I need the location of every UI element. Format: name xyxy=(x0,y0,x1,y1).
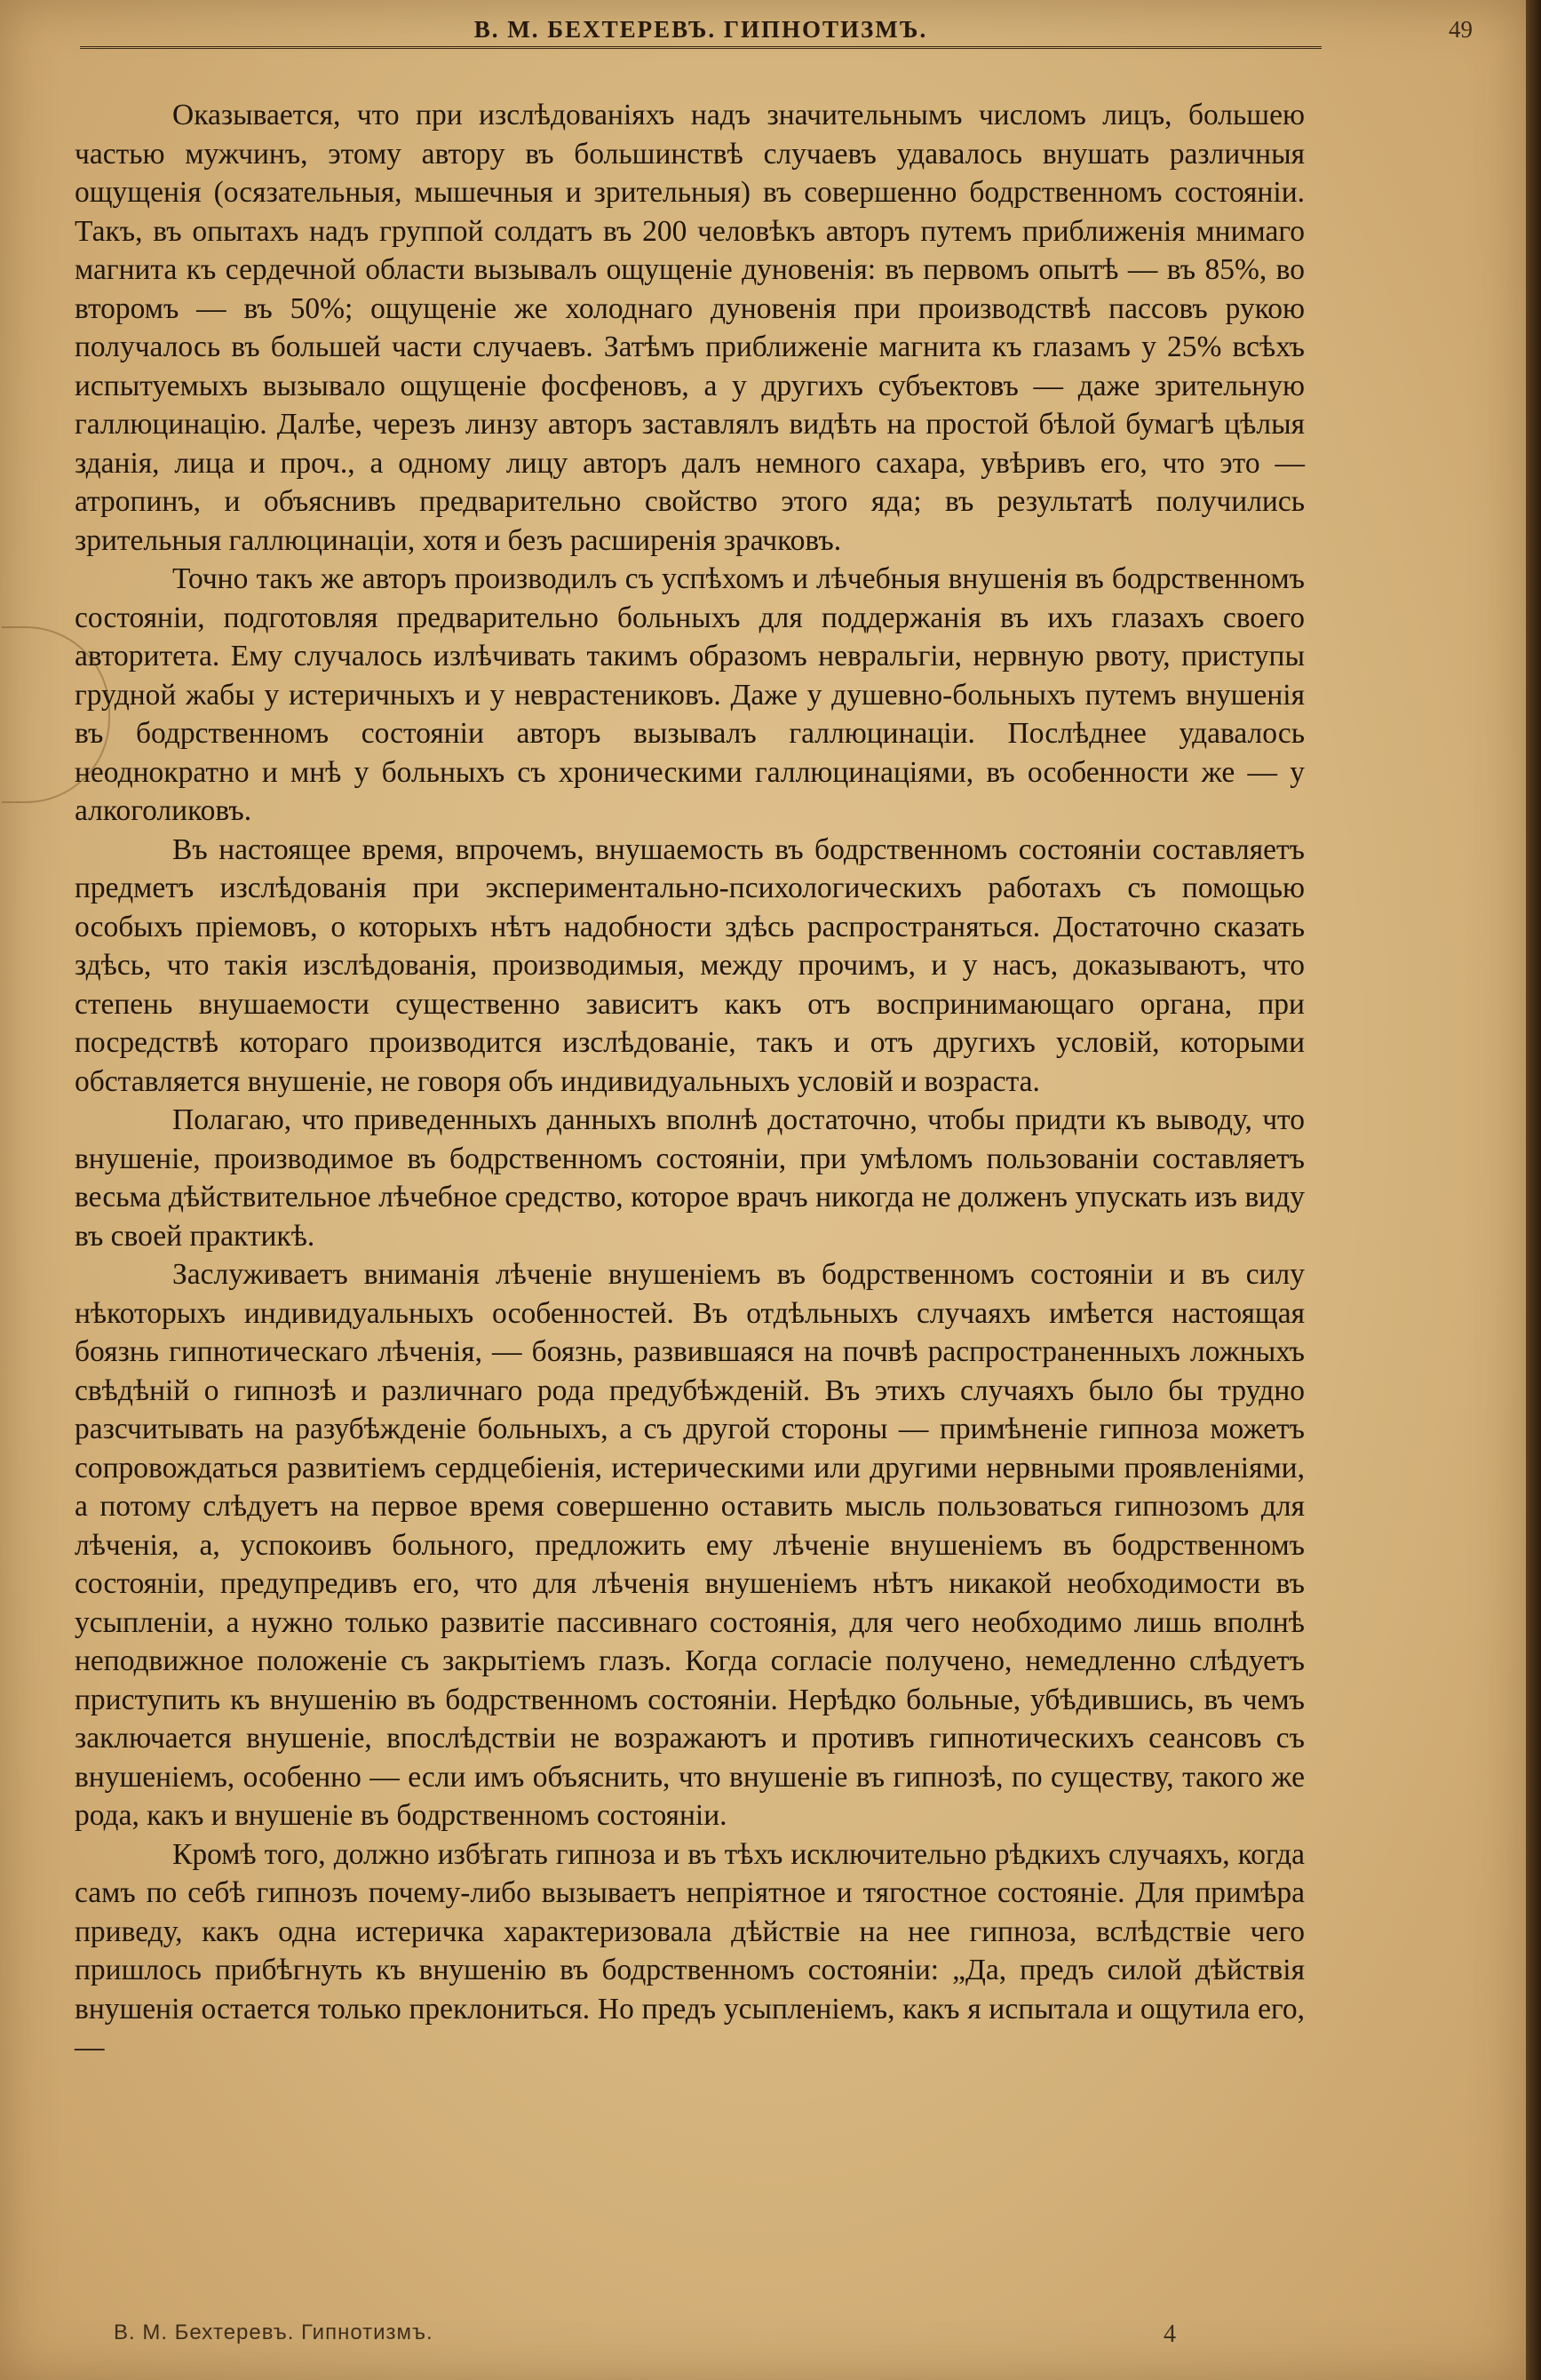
body-text xyxy=(75,96,1305,2067)
running-head: В. М. БЕХТЕРЕВЪ. ГИПНОТИЗМЪ. xyxy=(473,16,928,43)
page-header xyxy=(80,16,1473,49)
signature-mark: 4 xyxy=(1164,2320,1176,2348)
paragraph: Заслуживаетъ вниманія лѣченіе внушеніемъ въ бодрственномъ состояніи и въ силу нѣкоторыхъ индивидуальныхъ особенностей. Въ отдѣльныхъ случаяхъ имѣется настоящая боязнь гипнотическаго лѣченія, — боязнь, развившаяся на почвѣ распространенныхъ ложныхъ свѣдѣній о гипнозѣ и различнаго рода предубѣжденій. Въ этихъ случаяхъ было бы трудно разсчитывать на разубѣжденіе больныхъ, а съ другой стороны — примѣненіе гипноза можетъ сопровождаться развитіемъ сердцебіенія, истерическими или другими нервными проявленіями, а потому слѣдуетъ на первое время совершенно оставить мысль пользоваться гипнозомъ для лѣченія, а, успокоивъ больного, предложить ему лѣченіе внушеніемъ въ бодрственномъ состояніи, предупредивъ его, что для лѣченія внушеніемъ нѣтъ никакой необходимости въ усыпленіи, а нужно только развитіе пассивнаго состоянія, для чего необходимо лишь вполнѣ неподвижное положеніе съ закрытіемъ глазъ. Когда согласіе получено, немедленно слѣдуетъ приступить къ внушенію въ бодрственномъ состояніи. Нерѣдко больные, убѣдившись, въ чемъ заключается внушеніе, впослѣдствіи не возражаютъ и противъ гипнотическихъ сеансовъ съ внушеніемъ, особенно — если имъ объяснить, что внушеніе въ гипнозѣ, по существу, такого же рода, какъ и внушеніе въ бодрственномъ состояніи. xyxy=(75,1258,1305,1832)
paragraph: Въ настоящее время, впрочемъ, внушаемость въ бодрственномъ состояніи составляетъ предметъ изслѣдованія при экспериментально-психологическихъ работахъ съ помощью особыхъ пріемовъ, о которыхъ нѣтъ надобности здѣсь распространяться. Достаточно сказать здѣсь, что такія изслѣдованія, производимыя, между прочимъ, и у насъ, доказываютъ, что степень внушаемости существенно зависитъ какъ отъ воспринимающаго органа, при посредствѣ котораго производится изслѣдованіе, такъ и отъ другихъ условій, которыми обставляется внушеніе, не говоря объ индивидуальныхъ условій и возраста. xyxy=(75,832,1305,1098)
paragraph: Полагаю, что приведенныхъ данныхъ вполнѣ достаточно, чтобы придти къ выводу, что внушеніе, производимое въ бодрственномъ состояніи, при умѣломъ пользованіи составляетъ весьма дѣйствительное лѣчебное средство, которое врачъ никогда не долженъ упускать изъ виду въ своей практикѣ. xyxy=(75,1103,1305,1253)
binding-edge xyxy=(1526,0,1541,2380)
footer-title: В. М. Бехтеревъ. Гипнотизмъ. xyxy=(114,2320,433,2344)
paragraph: Кромѣ того, должно избѣгать гипноза и въ тѣхъ исключительно рѣдкихъ случаяхъ, когда самъ по себѣ гипнозъ почему-либо вызываетъ непріятное и тягостное состояніе. Для примѣра приведу, какъ одна истеричка характеризовала дѣйствіе на нее гипноза, вслѣдствіе чего пришлось прибѣгнуть къ внушенію въ бодрственномъ состояніи: „Да, предъ силой дѣйствія внушенія остается только преклониться. Но предъ усыпленіемъ, какъ я испытала и ощутила его, — xyxy=(75,1837,1305,2064)
paragraph: Оказывается, что при изслѣдованіяхъ надъ значительнымъ числомъ лицъ, большею частью мужчинъ, этому автору въ большинствѣ случаевъ удавалось внушать различныя ощущенія (осязательныя, мышечныя и зрительныя) въ совершенно бодрственномъ состояніи. Такъ, въ опытахъ надъ группой солдатъ въ 200 человѣкъ авторъ путемъ приближенія мнимаго магнита къ сердечной области вызывалъ ощущеніе дуновенія: въ первомъ опытѣ — въ 85%, во второмъ — въ 50%; ощущеніе же холоднаго дуновенія при производствѣ пассовъ рукою получалось въ большей части случаевъ. Затѣмъ приближеніе магнита къ глазамъ у 25% всѣхъ испытуемыхъ вызывало ощущеніе фосфеновъ, а у другихъ субъектовъ — даже зрительную галлюцинацію. Далѣе, черезъ линзу авторъ заставлялъ видѣть на простой бѣлой бумагѣ цѣлыя зданія, лица и проч., а одному лицу авторъ далъ немного сахара, увѣривъ его, что это — атропинъ, и объяснивъ предварительно свойство этого яда; въ результатѣ получились зрительныя галлюцинаціи, хотя и безъ расширенія зрачковъ. xyxy=(75,99,1305,557)
paragraph: Точно такъ же авторъ производилъ съ успѣхомъ и лѣчебныя внушенія въ бодрственномъ состояніи, подготовляя предварительно больныхъ для поддержанія въ ихъ глазахъ своего авторитета. Ему случалось излѣчивать такимъ образомъ невральгіи, нервную рвоту, приступы грудной жабы у истеричныхъ и у неврастениковъ. Даже у душевно-больныхъ путемъ внушенія въ бодрственномъ состояніи авторъ вызывалъ галлюцинаціи. Послѣднее удавалось неоднократно и мнѣ у больныхъ съ хроническими галлюцинаціями, въ особенности же — у алкоголиковъ. xyxy=(75,562,1305,827)
page-number: 49 xyxy=(1449,16,1473,43)
